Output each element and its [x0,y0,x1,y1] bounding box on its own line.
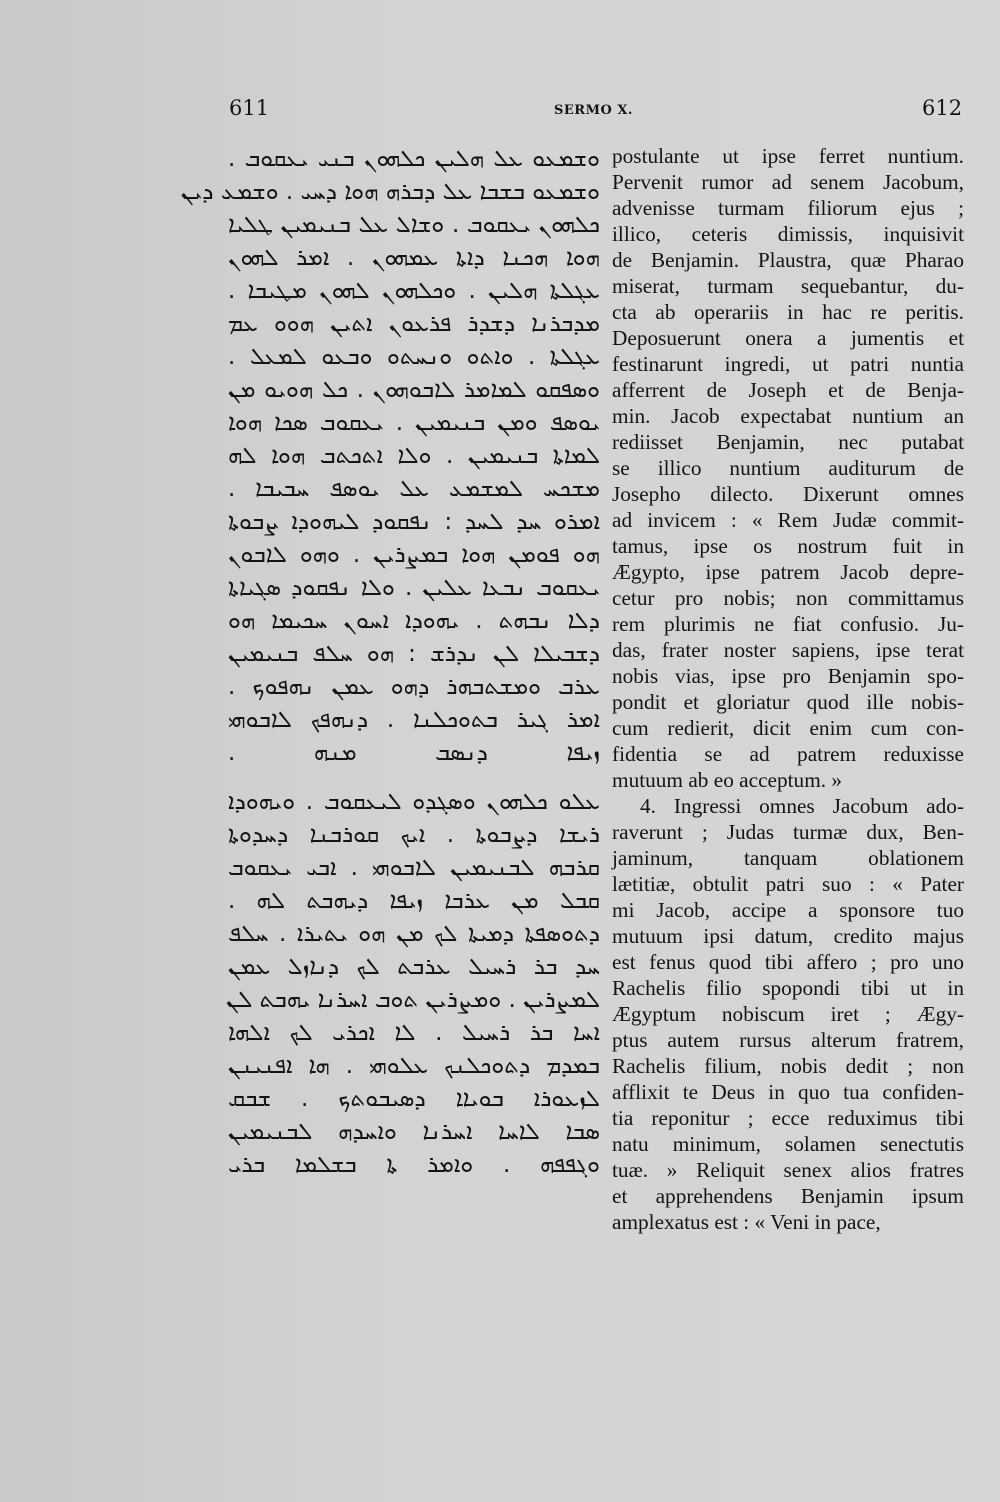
latin-line: est fenus quod tibi affero ; pro uno [612,950,964,974]
page-number-left: 611 [229,96,270,120]
latin-text-column [612,143,964,1235]
latin-line: tamus, ipse os nostrum fuit in [612,534,964,558]
latin-line: lætitiæ, obtulit patri suo : « Pater [612,872,964,896]
latin-line: rediisset Benjamin, nec putabat [612,430,964,454]
latin-line: tuæ. » Reliquit senex alios fratres [612,1158,964,1182]
syriac-line: ܕܠܐ ܢܒܗܬ . ܝܗܘܕܐ ܐܚܘܢ ܚܟܝܡܐ ܗܘ [228,608,600,634]
latin-line: se illico nuntium auditurum de [612,456,964,480]
latin-line: cetur pro nobis; non committamus [612,586,964,610]
latin-line: tia reponitur ; ecce reduximus tibi [612,1106,964,1130]
latin-line: Pervenit rumor ad senem Jacobum, [612,170,964,194]
latin-line: postulante ut ipse ferret nuntium. [612,144,964,168]
syriac-line: ܘܫܡܥܘ ܥܠ ܗܠܝܢ ܟܠܗܘܢ ܒܢܝ ܝܥܩܘܒ . [228,146,600,172]
latin-line: cta ab operariis in hac re peritis. [612,300,964,324]
latin-line: Ægyptum nobiscum iret ; Ægy- [612,1002,964,1026]
syriac-line: ܘܫܡܥܘ ܒܫܒܐ ܥܠ ܕܒܪܗ ܗܘܐ ܕܚܝ . ܘܫܡܥ ܕܝܢ [180,179,600,205]
syriac-line: ܗܘܐ ܗܟܢܐ ܕܐܬܐ ܥܡܗܘܢ . ܐܡܪ ܠܗܘܢ [228,245,600,271]
syriac-line: ܟܠܗܘܢ ܝܥܩܘܒ . ܘܫܐܠ ܥܠ ܒܢܝܡܝܢ ܛܠܝܐ [228,212,600,238]
syriac-line: ܡܕܒܪܢܐ ܕܫܕܪ ܦܪܥܘܢ ܐܬܝܢ ܗܘܘ ܥܡ [228,311,600,337]
syriac-line: ܕܬܘܣܦܬܐ ܕܡܝܬܐ ܠܟ ܡܢ ܗܘ ܝܬܝܪܐ . ܚܠܦ [228,921,600,947]
syriac-text-column [180,143,600,1182]
syriac-line: ܠܡܨܪܝܢ . ܘܡܨܪܝܢ ܬܘܒ ܐܚܪܢܐ ܝܗܒܬ ܠܢ [226,987,600,1013]
syriac-line: ܠܙܥܘܪܐ ܒܘܝܐܐ ܕܣܝܒܘܬܟ . ܫܒܩ [228,1086,600,1112]
latin-line: natu minimum, solamen senectutis [612,1132,964,1156]
syriac-line: ܥܪܒ ܘܡܫܬܒܗܪ ܕܗܘ ܥܡܢ ܢܗܦܘܟ . [228,674,600,700]
page-number-right: 612 [922,96,963,120]
syriac-line: ܘܓܦܦܗ . ܘܐܡܪ ܬܐ ܒܫܠܡܐ ܒܪܝ [228,1152,600,1178]
syriac-line: ܐܚܐ ܒܪ ܪܚܝܠ . ܠܐ ܐܟܪܝ ܠܟ ܐܠܗܐ [228,1020,600,1046]
latin-line: raverunt ; Judas turmæ dux, Ben- [612,820,964,844]
latin-line: ad invicem : « Rem Judæ commit- [612,508,964,532]
syriac-line: ܠܡܐܬܐ ܒܢܝܡܝܢ . ܘܠܐ ܐܬܟܬܒ ܗܘܐ ܠܗ [228,443,600,469]
latin-line: min. Jacob expectabat nuntium an [612,404,964,428]
latin-line: Rachelis filio spopondi tibi ut in [612,976,964,1000]
syriac-line: ܘܣܦܩܘ ܠܡܐܡܪ ܠܐܒܘܗܘܢ . ܟܠ ܗܘܝܘ ܡܢ [228,377,600,403]
syriac-line: ܪܝܫܐ ܕܨܒܘܬܐ . ܐܝܟ ܩܘܪܒܢܐ ܕܚܕܘܬܐ [228,822,600,848]
syriac-line: ܙܝܦܐ ܕܢܣܒ ܡܢܗ . [228,740,600,766]
syriac-line: ܡܫܟܚ ܠܡܫܡܥ ܥܠ ܝܘܣܦ ܚܒܝܒܐ . [228,476,600,502]
latin-line: mi Jacob, accipe a sponsore tuo [612,898,964,922]
latin-line: Deposuerunt onera a jumentis et [612,326,964,350]
latin-line: afflixit te Deus in quo tua confiden- [612,1080,964,1104]
syriac-line: ܕܫܒܝܠܐ ܠܢ ܢܕܪܫ : ܗܘ ܚܠܦ ܒܢܝܡܝܢ [228,641,600,667]
latin-line: nobis vias, ipse pro Benjamin spo- [612,664,964,688]
syriac-line: ܝܥܩܘܒ ܢܒܥܐ ܥܠܝܢ . ܘܠܐ ܢܦܩܘܕ ܣܓܝܐܬܐ [228,575,600,601]
latin-line: ptus autem rursus alterum fratrem, [612,1028,964,1052]
running-head: SERMO X. [554,103,633,118]
syriac-line: ܐܡܪܘ ܚܕ ܠܚܕ : ܢܦܩܘܕ ܠܝܗܘܕܐ ܨܒܘܬܐ [228,509,600,535]
latin-line: amplexatus est : « Veni in pace, [612,1210,881,1234]
latin-line: mutuum ab eo acceptum. » [612,768,843,792]
latin-line: festinarunt ingredi, ut patri nuntia [612,352,964,376]
latin-line: Ægypto, ipse patrem Jacob depre- [612,560,964,584]
latin-line: pondit et gloriatur quod ille nobis- [612,690,964,714]
latin-line: illico, ceteris dimissis, inquisivit [612,222,964,246]
latin-line: Josepho dilecto. Dixerunt omnes [612,482,964,506]
syriac-line: ܩܪܒܗ ܠܒܢܝܡܝܢ ܠܐܒܘܗܝ . ܐܒܝ ܝܥܩܘܒ [228,855,600,881]
latin-line: das, frater noster sapiens, ipse terat [612,638,964,662]
latin-line: advenisse turmam filiorum ejus ; [612,196,964,220]
latin-line: cum redierit, dicit enim cum con- [612,716,964,740]
syriac-line: ܗܘ ܦܘܡܢ ܗܘܐ ܒܡܨܪܝܢ . ܘܗܘ ܠܐܒܘܢ [228,542,600,568]
syriac-line: ܩܒܠ ܡܢ ܥܪܒܐ ܙܝܦܐ ܕܝܗܒܬ ܠܗ . [228,888,600,914]
latin-line: mutuum ipsi datum, credito majus [612,924,964,948]
syriac-line: ܥܓܠܬܐ . ܘܐܬܘ ܘܢܚܬܘ ܘܒܥܘ ܠܡܥܠ . [228,344,600,370]
syriac-line: ܐܡܪ ܓܝܪ ܒܬܘܟܠܢܐ . ܕܢܗܦܟ ܠܐܒܘܗܝ [228,707,600,733]
latin-line: fidentia se ad patrem reduxisse [612,742,964,766]
latin-line: Rachelis filium, nobis dedit ; non [612,1054,964,1078]
latin-line: miserat, turmam sequebantur, du- [612,274,964,298]
latin-line: afferrent de Joseph et de Benja- [612,378,964,402]
paragraph-gap [228,770,600,786]
syriac-line: ܥܠܘ ܟܠܗܘܢ ܘܣܓܕܘ ܠܝܥܩܘܒ . ܘܝܗܘܕܐ [228,789,600,815]
syriac-line: ܒܡܕܡ ܕܬܘܟܠܢܟ ܥܠܘܗܝ . ܗܐ ܐܦܢܝܢܢ [228,1053,600,1079]
latin-line: rem plurimis ne fiat confusio. Ju- [612,612,964,636]
latin-line: jaminum, tanquam oblationem [612,846,964,870]
syriac-line: ܚܕ ܒܪ ܪܚܝܠ ܥܪܒܬ ܠܟ ܕܢܐܙܠ ܥܡܢ [228,954,600,980]
syriac-line: ܝܘܣܦ ܘܡܢ ܒܢܝܡܝܢ . ܝܥܩܘܒ ܣܟܐ ܗܘܐ [228,410,600,436]
latin-line: et apprehendens Benjamin ipsum [612,1184,964,1208]
syriac-line: ܣܒܐ ܠܐܚܐ ܐܚܪܢܐ ܘܐܚܕܗ ܠܒܢܝܡܝܢ [228,1119,600,1145]
latin-line: 4. Ingressi omnes Jacobum ado- [640,794,964,818]
syriac-line: ܥܓܠܬܐ ܗܠܝܢ . ܘܟܠܗܘܢ ܠܗܘܢ ܡܛܝܒܐ . [228,278,600,304]
latin-line: de Benjamin. Plaustra, quæ Pharao [612,248,964,272]
